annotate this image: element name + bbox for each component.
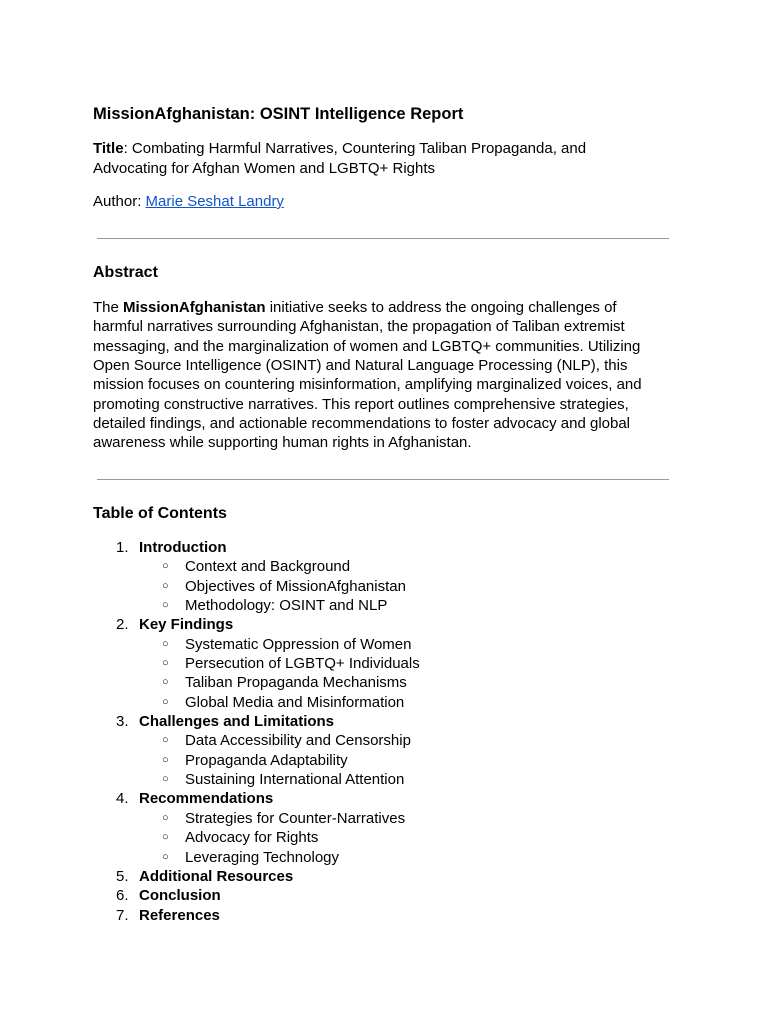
toc-subitem [93,848,653,867]
toc-item [93,867,653,886]
toc-item-number: 7. [116,906,129,924]
toc-subitem-label: Context and Background [185,558,351,576]
horizontal-divider [97,238,669,239]
toc-subitem [93,731,653,750]
toc-item [93,886,653,905]
toc-item-label: Challenges and Limitations [139,713,335,731]
horizontal-divider [97,479,669,480]
toc-item-number: 2. [116,616,129,634]
toc-item [93,906,653,925]
toc-subitem-label: Global Media and Misinformation [185,693,405,711]
toc-subitem-label: Objectives of MissionAfghanistan [185,577,406,595]
toc-subitem-label: Strategies for Counter-Narratives [185,809,406,827]
toc-subitem [93,828,653,847]
abstract-body [93,298,668,453]
toc-subitem-label: Leveraging Technology [185,848,340,866]
hollow-circle-bullet-icon: ○ [162,850,169,863]
hollow-circle-bullet-icon: ○ [162,734,169,747]
toc-subitem-label: Advocacy for Rights [185,829,319,847]
toc-subitem-label: Propaganda Adaptability [185,751,348,769]
title-label: Title [93,140,124,157]
author-label: Author: [93,193,146,210]
hollow-circle-bullet-icon: ○ [162,695,169,708]
toc-item-label: Conclusion [139,887,221,905]
toc-item [93,615,653,634]
table-of-contents [93,538,653,925]
title-paragraph [93,139,663,178]
toc-item-label: Key Findings [139,616,234,634]
toc-item-label: Recommendations [139,790,274,808]
toc-subitem [93,577,653,596]
toc-subitem-label: Data Accessibility and Censorship [185,732,411,750]
toc-subitem [93,809,653,828]
hollow-circle-bullet-icon: ○ [162,753,169,766]
toc-subitem-label: Systematic Oppression of Women [185,635,412,653]
hollow-circle-bullet-icon: ○ [162,831,169,844]
toc-subitem [93,693,653,712]
author-line [93,192,284,212]
toc-subitem [93,751,653,770]
toc-item-number: 3. [116,713,129,731]
toc-item-number: 5. [116,867,129,885]
toc-subitem [93,654,653,673]
hollow-circle-bullet-icon: ○ [162,637,169,650]
document-title: MissionAfghanistan: OSINT Intelligence Report [93,105,464,123]
hollow-circle-bullet-icon: ○ [162,676,169,689]
toc-item-number: 6. [116,887,129,905]
hollow-circle-bullet-icon: ○ [162,560,169,573]
abstract-heading: Abstract [93,264,158,281]
abstract-bold-name: MissionAfghanistan [123,299,266,316]
hollow-circle-bullet-icon: ○ [162,657,169,670]
toc-item-label: Additional Resources [139,867,294,885]
toc-subitem-label: Taliban Propaganda Mechanisms [185,674,407,692]
title-text: : Combating Harmful Narratives, Countering Taliban Propaganda, and Advocating for Afghan Women and LGBTQ+ Rights [93,140,587,177]
toc-subitem-label: Sustaining International Attention [185,771,405,789]
hollow-circle-bullet-icon: ○ [162,773,169,786]
toc-item-label: Introduction [139,539,227,556]
toc-subitem [93,557,653,576]
toc-item [93,712,653,731]
toc-item-number: 4. [116,790,129,808]
toc-subitem [93,673,653,692]
abstract-lead: The [93,299,124,316]
author-link[interactable]: Marie Seshat Landry [145,193,284,210]
toc-subitem-label: Methodology: OSINT and NLP [185,597,388,615]
toc-item-label: References [139,906,220,924]
toc-item [93,789,653,808]
abstract-text: initiative seeks to address the ongoing challenges of harmful narratives surrounding Afghanistan, the propagation of Taliban extremist messaging, and the marginalization of women and LGBTQ+ communities. Utilizing Open Source Intelligence (OSINT) and Natural Language Processing (NLP), this mission focuses on countering misinformation, amplifying marginalized voices, and promoting constructive narratives. This report outlines comprehensive strategies, detailed findings, and actionable recommendations to foster advocacy and global awareness while supporting human rights in Afghanistan. [93,299,642,452]
toc-subitem-label: Persecution of LGBTQ+ Individuals [185,655,420,673]
toc-subitem [93,770,653,789]
hollow-circle-bullet-icon: ○ [162,579,169,592]
toc-subitem [93,596,653,615]
toc-heading: Table of Contents [93,505,227,522]
toc-subitem [93,635,653,654]
hollow-circle-bullet-icon: ○ [162,811,169,824]
toc-item-number: 1. [116,539,129,556]
hollow-circle-bullet-icon: ○ [162,599,169,612]
toc-item [93,538,653,557]
